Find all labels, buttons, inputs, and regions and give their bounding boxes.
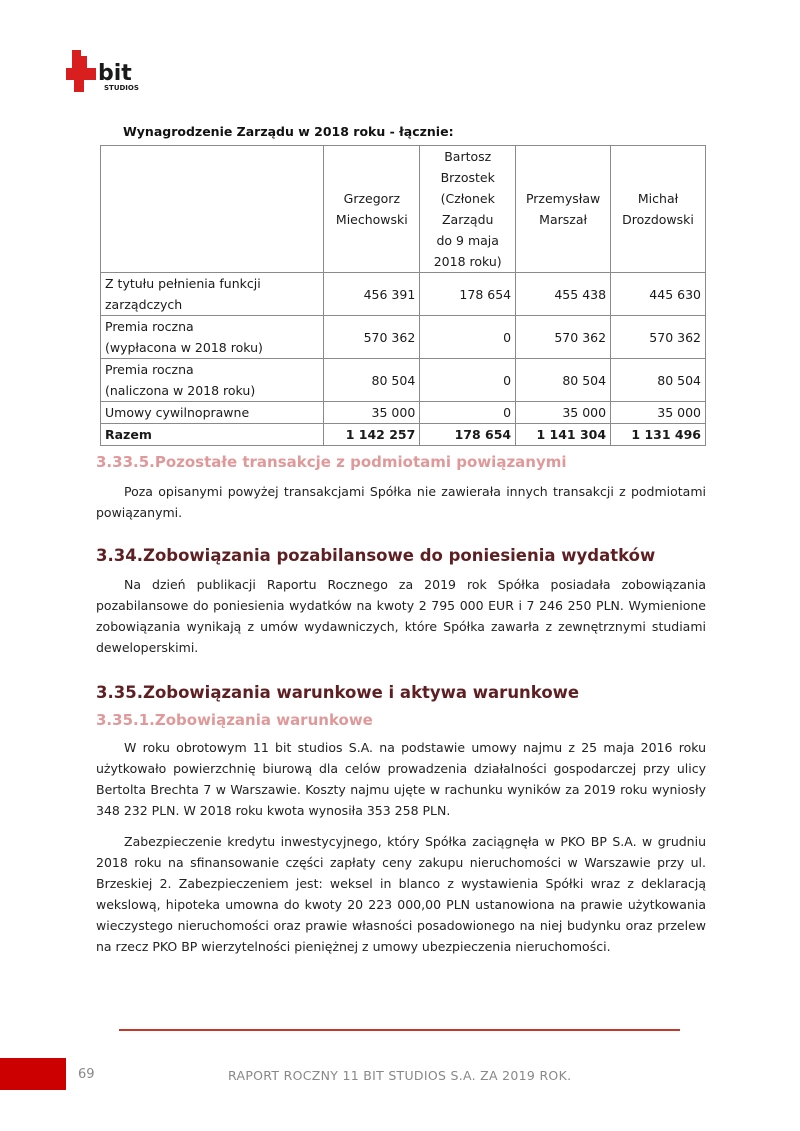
header-col-3: Przemysław Marszał — [516, 146, 611, 273]
total-value: 1 142 257 — [324, 424, 420, 446]
paragraph: Na dzień publikacji Raportu Rocznego za 2019 rok Spółka posiadała zobowiązania pozabilansowe do poniesienia wydatków na kwoty 2 795 000 EUR i 7 246 250 PLN. Wymienione zobowiązania wynikają z umów wydawniczych, które Spółka zawarła z zewnętrznymi studiami deweloperskimi. — [96, 577, 706, 655]
total-label: Razem — [101, 424, 324, 446]
logo-mark — [66, 50, 96, 92]
row-label: Premia roczna (naliczona w 2018 roku) — [101, 359, 324, 402]
table-row — [101, 316, 706, 359]
cell-value: 80 504 — [324, 359, 420, 402]
row-label: Premia roczna (wypłacona w 2018 roku) — [101, 316, 324, 359]
row-label: Umowy cywilnoprawne — [101, 402, 324, 424]
header-col-4: Michał Drozdowski — [611, 146, 706, 273]
logo-text: bit — [98, 61, 132, 86]
cell-value: 445 630 — [611, 273, 706, 316]
cell-value: 178 654 — [420, 273, 516, 316]
cell-value: 0 — [420, 359, 516, 402]
table-row — [101, 273, 706, 316]
cell-value: 455 438 — [516, 273, 611, 316]
section-heading-3-35: 3.35.Zobowiązania warunkowe i aktywa warunkowe — [96, 683, 580, 702]
total-value: 1 131 496 — [611, 424, 706, 446]
paragraph: W roku obrotowym 11 bit studios S.A. na podstawie umowy najmu z 25 maja 2016 roku użytkowało powierzchnię biurową dla celów prowadzenia działalności gospodarczej przy ulicy Bertolta Brechta 7 w Warszawie. Koszty najmu ujęte w rachunku wyników za 2019 roku wyniosły 348 232 PLN. W 2018 roku kwota wynosiła 353 258 PLN. — [96, 740, 706, 818]
table-row — [101, 359, 706, 402]
total-value: 1 141 304 — [516, 424, 611, 446]
cell-value: 0 — [420, 316, 516, 359]
table-total-row — [101, 424, 706, 446]
cell-value: 35 000 — [516, 402, 611, 424]
table-title: Wynagrodzenie Zarządu w 2018 roku - łącznie: — [123, 124, 454, 139]
cell-value: 80 504 — [516, 359, 611, 402]
footer-accent-block — [0, 1058, 66, 1090]
cell-value: 456 391 — [324, 273, 420, 316]
total-value: 178 654 — [420, 424, 516, 446]
logo-subtext: STUDIOS — [104, 84, 139, 92]
cell-value: 35 000 — [611, 402, 706, 424]
header-empty — [101, 146, 324, 273]
section-heading-3-33-5: 3.33.5.Pozostałe transakcje z podmiotami powiązanymi — [96, 453, 567, 471]
header-col-1: Grzegorz Miechowski — [324, 146, 420, 273]
cell-value: 570 362 — [516, 316, 611, 359]
table-row — [101, 402, 706, 424]
cell-value: 570 362 — [611, 316, 706, 359]
cell-value: 0 — [420, 402, 516, 424]
paragraph: Poza opisanymi powyżej transakcjami Spółka nie zawierała innych transakcji z podmiotami powiązanymi. — [96, 484, 706, 520]
remuneration-table — [100, 145, 706, 446]
paragraph: Zabezpieczenie kredytu inwestycyjnego, który Spółka zaciągnęła w PKO BP S.A. w grudniu 2018 roku na sfinansowanie części zapłaty ceny zakupu nieruchomości w Warszawie przy ul. Brzeskiej 2. Zabezpieczeniem jest: weksel in blanco z wystawienia Spółki wraz z deklaracją wekslową, hipoteka umowna do kwoty 20 223 000,00 PLN ustanowiona na prawie użytkowania wieczystego nieruchomości oraz prawie własności posadowionego na niej budynku oraz przelew na rzecz PKO BP wierzytelności pieniężnej z umowy ubezpieczenia nieruchomości. — [96, 834, 706, 954]
table-header-row — [101, 146, 706, 273]
footer-text: RAPORT ROCZNY 11 BIT STUDIOS S.A. ZA 2019 ROK. — [228, 1068, 572, 1083]
section-heading-3-35-1: 3.35.1.Zobowiązania warunkowe — [96, 711, 373, 729]
row-label: Z tytułu pełnienia funkcji zarządczych — [101, 273, 324, 316]
cell-value: 80 504 — [611, 359, 706, 402]
cell-value: 570 362 — [324, 316, 420, 359]
company-logo — [66, 50, 150, 94]
header-col-2: Bartosz Brzostek (Członek Zarządu do 9 maja 2018 roku) — [420, 146, 516, 273]
cell-value: 35 000 — [324, 402, 420, 424]
page-number: 69 — [78, 1067, 95, 1082]
footer-divider — [119, 1029, 680, 1031]
section-heading-3-34: 3.34.Zobowiązania pozabilansowe do poniesienia wydatków — [96, 546, 656, 565]
